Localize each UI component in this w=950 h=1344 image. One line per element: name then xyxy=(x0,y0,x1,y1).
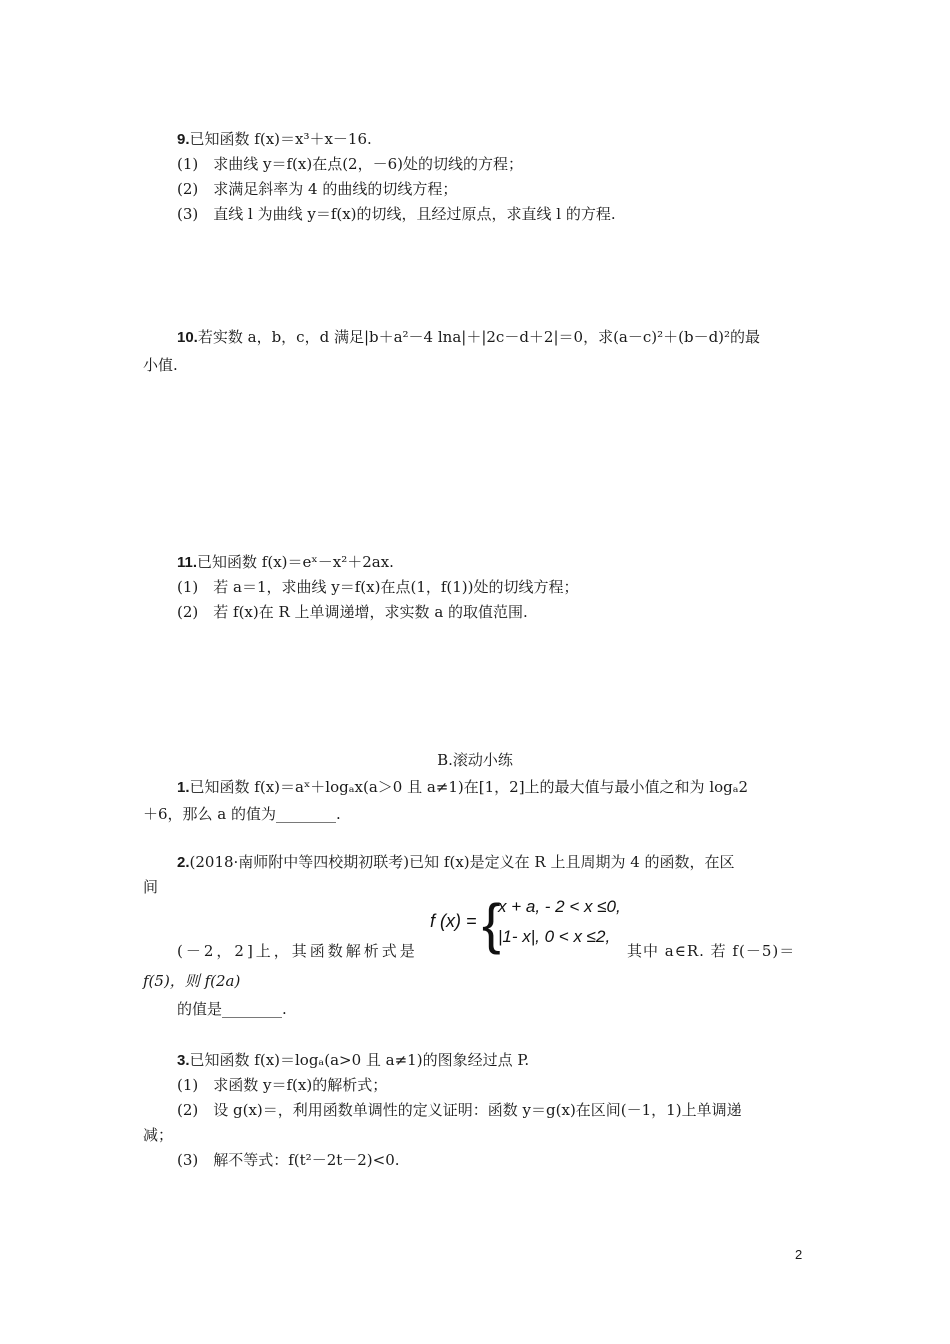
section-title: B.滚动小练 xyxy=(437,751,513,769)
q10-number: 10. xyxy=(177,329,198,346)
q11-number: 11. xyxy=(177,554,198,571)
piecewise-case2: |1- x|, 0 < x ≤2, xyxy=(498,927,611,946)
b3-stem-text: 已知函数 f(x)＝logₐ(a>0 且 a≠1)的图象经过点 P. xyxy=(189,1051,530,1069)
b2-line5: 的值是________. xyxy=(177,1000,287,1018)
piecewise-fx: f (x) = xyxy=(430,911,477,931)
b2-number: 2. xyxy=(177,854,190,871)
page-number: 2 xyxy=(795,1247,803,1262)
b1-text1: 已知函数 f(x)＝aˣ＋logₐx(a＞0 且 a≠1)在[1，2]上的最大值与最小值之和为 logₐ2 xyxy=(189,778,749,796)
b3-part2-line1: (2) 设 g(x)＝，利用函数单调性的定义证明：函数 y＝g(x)在区间(－1，1)上单调递 xyxy=(177,1101,742,1119)
q9-part1: (1) 求曲线 y＝f(x)在点(2，－6)处的切线的方程； xyxy=(177,155,523,173)
b3-stem xyxy=(177,1050,529,1071)
q9-number: 9. xyxy=(177,131,190,148)
q10-line1 xyxy=(177,327,760,348)
b2-line4: f(5)，则 f(2a) xyxy=(143,972,241,990)
b3-part3: (3) 解不等式：f(t²－2t－2)<0. xyxy=(177,1151,400,1169)
b2-line2: 间 xyxy=(143,878,159,896)
q9-stem-text: 已知函数 f(x)＝x³＋x－16. xyxy=(189,130,372,148)
b3-number: 3. xyxy=(177,1052,190,1069)
q9-part3: (3) 直线 l 为曲线 y＝f(x)的切线，且经过原点，求直线 l 的方程. xyxy=(177,205,616,223)
b3-part1: (1) 求函数 y＝f(x)的解析式； xyxy=(177,1076,388,1094)
b2-line1 xyxy=(177,852,735,873)
q10-text1: 若实数 a，b，c，d 满足|b＋a²－4 lna|＋|2c－d＋2|＝0，求(a－c)²＋(b－d)²的最 xyxy=(197,328,761,346)
q9-part2: (2) 求满足斜率为 4 的曲线的切线方程； xyxy=(177,180,458,198)
b3-part2-line2: 减； xyxy=(143,1126,174,1144)
q11-stem xyxy=(177,552,394,573)
piecewise-function xyxy=(430,893,630,963)
b1-line1 xyxy=(177,777,748,798)
q11-stem-text: 已知函数 f(x)＝eˣ－x²＋2ax. xyxy=(197,553,394,571)
b2-line3a: (－2，2]上，其函数解析式是 xyxy=(177,942,418,960)
q9-stem xyxy=(177,129,372,150)
piecewise-case1: x + a, - 2 < x ≤0, xyxy=(498,897,621,916)
b2-line3b: 其中 a∈R. 若 f(－5)＝ xyxy=(627,942,796,960)
q10-line2: 小值. xyxy=(143,356,178,374)
q11-part2: (2) 若 f(x)在 R 上单调递增，求实数 a 的取值范围. xyxy=(177,603,528,621)
b2-text1: (2018·南师附中等四校期初联考)已知 f(x)是定义在 R 上且周期为 4 的函数，在区 xyxy=(189,853,735,871)
b1-number: 1. xyxy=(177,779,190,796)
brace-glyph: { xyxy=(482,892,501,955)
q11-part1: (1) 若 a＝1，求曲线 y＝f(x)在点(1，f(1))处的切线方程； xyxy=(177,578,579,596)
b1-line2: ＋6，那么 a 的值为________. xyxy=(143,805,341,823)
